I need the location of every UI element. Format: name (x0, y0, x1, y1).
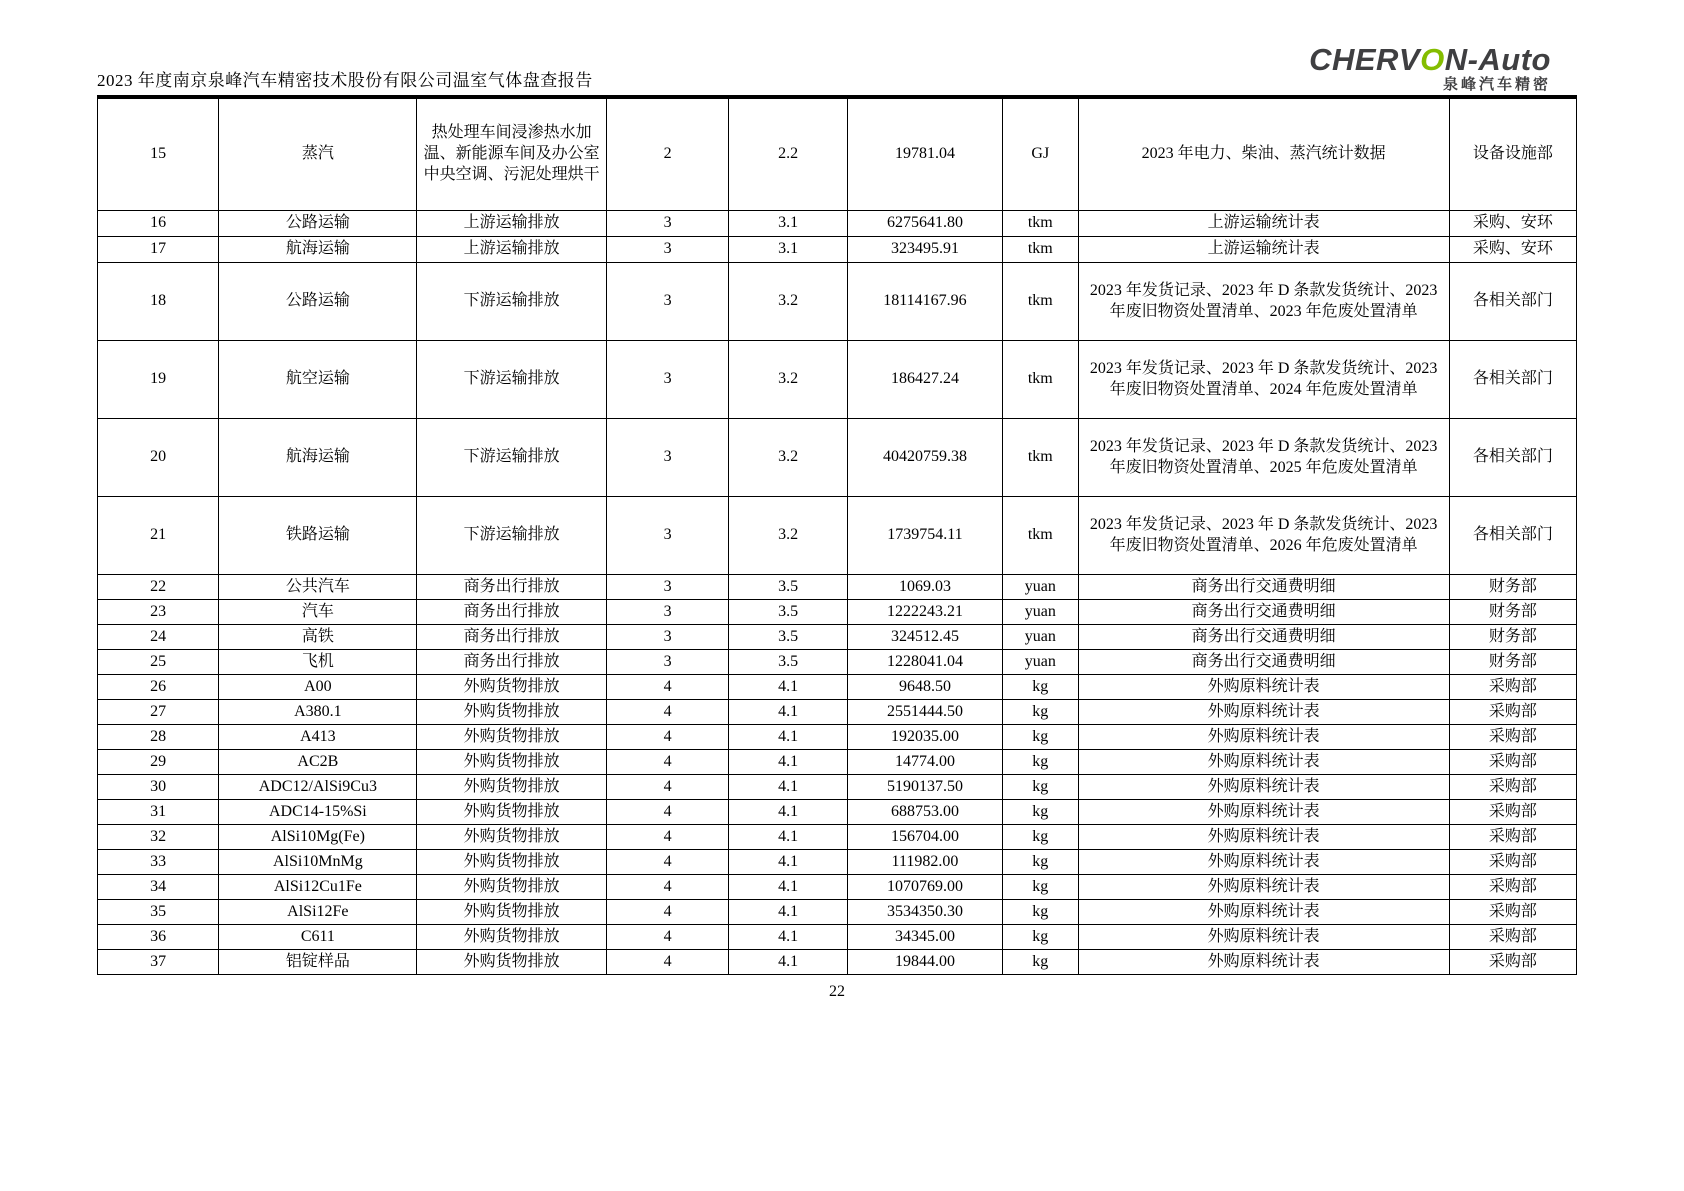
cell-desc: 外购货物排放 (417, 800, 606, 825)
cell-dept: 采购、安环 (1449, 237, 1576, 263)
cell-unit: tkm (1003, 211, 1078, 237)
cell-scope: 4 (606, 675, 729, 700)
cell-desc: 外购货物排放 (417, 875, 606, 900)
cell-category: 4.1 (729, 750, 847, 775)
cell-scope: 3 (606, 419, 729, 497)
table-row (98, 341, 1577, 419)
cell-unit: tkm (1003, 237, 1078, 263)
cell-no: 15 (98, 99, 219, 211)
cell-no: 30 (98, 775, 219, 800)
cell-category: 3.5 (729, 600, 847, 625)
cell-scope: 4 (606, 725, 729, 750)
cell-unit: tkm (1003, 419, 1078, 497)
cell-dept: 财务部 (1449, 575, 1576, 600)
cell-source: 2023 年发货记录、2023 年 D 条款发货统计、2023 年废旧物资处置清单、2024 年危废处置清单 (1078, 341, 1449, 419)
cell-dept: 各相关部门 (1449, 341, 1576, 419)
cell-unit: tkm (1003, 497, 1078, 575)
cell-category: 3.2 (729, 497, 847, 575)
cell-name: ADC12/AlSi9Cu3 (219, 775, 417, 800)
cell-no: 18 (98, 263, 219, 341)
cell-no: 32 (98, 825, 219, 850)
cell-value: 19781.04 (847, 99, 1002, 211)
cell-source: 上游运输统计表 (1078, 211, 1449, 237)
cell-name: A00 (219, 675, 417, 700)
cell-desc: 商务出行排放 (417, 575, 606, 600)
cell-name: 航海运输 (219, 419, 417, 497)
table-row (98, 700, 1577, 725)
table-row (98, 263, 1577, 341)
cell-no: 21 (98, 497, 219, 575)
cell-unit: yuan (1003, 575, 1078, 600)
cell-dept: 采购部 (1449, 800, 1576, 825)
cell-scope: 4 (606, 850, 729, 875)
table-row (98, 775, 1577, 800)
table-row (98, 497, 1577, 575)
cell-scope: 3 (606, 575, 729, 600)
table-row (98, 675, 1577, 700)
cell-no: 35 (98, 900, 219, 925)
cell-no: 25 (98, 650, 219, 675)
cell-unit: tkm (1003, 263, 1078, 341)
cell-category: 4.1 (729, 725, 847, 750)
cell-desc: 外购货物排放 (417, 775, 606, 800)
cell-name: 蒸汽 (219, 99, 417, 211)
cell-value: 34345.00 (847, 925, 1002, 950)
report-title: 2023 年度南京泉峰汽车精密技术股份有限公司温室气体盘查报告 (97, 71, 593, 90)
logo-wordmark (1309, 44, 1551, 75)
cell-no: 28 (98, 725, 219, 750)
cell-unit: kg (1003, 950, 1078, 975)
cell-name: AC2B (219, 750, 417, 775)
cell-name: 航空运输 (219, 341, 417, 419)
cell-category: 4.1 (729, 825, 847, 850)
cell-no: 20 (98, 419, 219, 497)
cell-desc: 外购货物排放 (417, 675, 606, 700)
cell-dept: 财务部 (1449, 600, 1576, 625)
cell-source: 外购原料统计表 (1078, 750, 1449, 775)
cell-value: 1739754.11 (847, 497, 1002, 575)
cell-desc: 下游运输排放 (417, 419, 606, 497)
cell-value: 1070769.00 (847, 875, 1002, 900)
cell-unit: kg (1003, 825, 1078, 850)
cell-desc: 商务出行排放 (417, 650, 606, 675)
cell-name: AlSi12Cu1Fe (219, 875, 417, 900)
cell-source: 上游运输统计表 (1078, 237, 1449, 263)
cell-value: 6275641.80 (847, 211, 1002, 237)
cell-name: 汽车 (219, 600, 417, 625)
cell-desc: 上游运输排放 (417, 211, 606, 237)
cell-category: 3.5 (729, 575, 847, 600)
cell-scope: 3 (606, 650, 729, 675)
cell-value: 40420759.38 (847, 419, 1002, 497)
cell-source: 外购原料统计表 (1078, 950, 1449, 975)
cell-category: 4.1 (729, 775, 847, 800)
cell-no: 19 (98, 341, 219, 419)
cell-value: 1222243.21 (847, 600, 1002, 625)
cell-source: 2023 年发货记录、2023 年 D 条款发货统计、2023 年废旧物资处置清单、2026 年危废处置清单 (1078, 497, 1449, 575)
cell-source: 商务出行交通费明细 (1078, 650, 1449, 675)
cell-category: 4.1 (729, 675, 847, 700)
cell-scope: 3 (606, 263, 729, 341)
cell-name: 公路运输 (219, 211, 417, 237)
table-row (98, 825, 1577, 850)
cell-no: 37 (98, 950, 219, 975)
cell-dept: 各相关部门 (1449, 419, 1576, 497)
cell-name: AlSi10Mg(Fe) (219, 825, 417, 850)
cell-unit: kg (1003, 800, 1078, 825)
cell-source: 外购原料统计表 (1078, 825, 1449, 850)
cell-name: AlSi10MnMg (219, 850, 417, 875)
cell-scope: 4 (606, 925, 729, 950)
cell-desc: 外购货物排放 (417, 850, 606, 875)
cell-desc: 热处理车间浸渗热水加温、新能源车间及办公室中央空调、污泥处理烘干 (417, 99, 606, 211)
cell-unit: yuan (1003, 625, 1078, 650)
cell-value: 1228041.04 (847, 650, 1002, 675)
cell-unit: GJ (1003, 99, 1078, 211)
cell-name: 航海运输 (219, 237, 417, 263)
cell-no: 34 (98, 875, 219, 900)
cell-name: ADC14-15%Si (219, 800, 417, 825)
cell-value: 186427.24 (847, 341, 1002, 419)
cell-value: 3534350.30 (847, 900, 1002, 925)
cell-dept: 采购部 (1449, 925, 1576, 950)
cell-unit: yuan (1003, 600, 1078, 625)
emission-source-table-body (98, 99, 1577, 975)
cell-desc: 商务出行排放 (417, 625, 606, 650)
cell-name: AlSi12Fe (219, 900, 417, 925)
cell-desc: 外购货物排放 (417, 700, 606, 725)
cell-category: 2.2 (729, 99, 847, 211)
table-row (98, 800, 1577, 825)
cell-value: 19844.00 (847, 950, 1002, 975)
cell-value: 323495.91 (847, 237, 1002, 263)
cell-name: 铁路运输 (219, 497, 417, 575)
cell-scope: 3 (606, 600, 729, 625)
cell-source: 商务出行交通费明细 (1078, 600, 1449, 625)
cell-dept: 各相关部门 (1449, 263, 1576, 341)
table-row (98, 600, 1577, 625)
cell-unit: kg (1003, 850, 1078, 875)
cell-category: 3.1 (729, 237, 847, 263)
cell-name: 飞机 (219, 650, 417, 675)
cell-name: A413 (219, 725, 417, 750)
cell-no: 31 (98, 800, 219, 825)
cell-dept: 财务部 (1449, 650, 1576, 675)
emission-source-table (97, 98, 1577, 975)
table-row (98, 625, 1577, 650)
table-row (98, 575, 1577, 600)
cell-value: 111982.00 (847, 850, 1002, 875)
cell-scope: 3 (606, 211, 729, 237)
cell-no: 22 (98, 575, 219, 600)
table-row (98, 950, 1577, 975)
cell-dept: 采购部 (1449, 900, 1576, 925)
table-row (98, 419, 1577, 497)
cell-desc: 下游运输排放 (417, 497, 606, 575)
cell-source: 外购原料统计表 (1078, 900, 1449, 925)
cell-value: 2551444.50 (847, 700, 1002, 725)
cell-dept: 采购部 (1449, 850, 1576, 875)
cell-scope: 4 (606, 800, 729, 825)
cell-unit: kg (1003, 750, 1078, 775)
cell-scope: 3 (606, 497, 729, 575)
cell-dept: 采购部 (1449, 750, 1576, 775)
cell-scope: 4 (606, 825, 729, 850)
cell-source: 外购原料统计表 (1078, 700, 1449, 725)
cell-value: 18114167.96 (847, 263, 1002, 341)
cell-dept: 采购部 (1449, 875, 1576, 900)
cell-source: 外购原料统计表 (1078, 725, 1449, 750)
cell-no: 27 (98, 700, 219, 725)
cell-source: 商务出行交通费明细 (1078, 625, 1449, 650)
cell-value: 156704.00 (847, 825, 1002, 850)
cell-value: 324512.45 (847, 625, 1002, 650)
cell-name: C611 (219, 925, 417, 950)
cell-category: 4.1 (729, 700, 847, 725)
cell-source: 外购原料统计表 (1078, 850, 1449, 875)
chervon-auto-logo (1309, 44, 1551, 92)
cell-source: 2023 年发货记录、2023 年 D 条款发货统计、2023 年废旧物资处置清单、2023 年危废处置清单 (1078, 263, 1449, 341)
cell-source: 2023 年发货记录、2023 年 D 条款发货统计、2023 年废旧物资处置清单、2025 年危废处置清单 (1078, 419, 1449, 497)
cell-unit: yuan (1003, 650, 1078, 675)
logo-text-left: CHERV (1309, 42, 1421, 77)
cell-value: 688753.00 (847, 800, 1002, 825)
page-number: 22 (829, 983, 845, 1000)
cell-value: 192035.00 (847, 725, 1002, 750)
logo-text-right: N-Auto (1444, 42, 1551, 77)
cell-name: 铝锭样品 (219, 950, 417, 975)
table-row (98, 211, 1577, 237)
cell-dept: 采购部 (1449, 825, 1576, 850)
cell-source: 2023 年电力、柴油、蒸汽统计数据 (1078, 99, 1449, 211)
cell-category: 4.1 (729, 875, 847, 900)
cell-source: 外购原料统计表 (1078, 800, 1449, 825)
cell-value: 5190137.50 (847, 775, 1002, 800)
cell-unit: tkm (1003, 341, 1078, 419)
cell-source: 外购原料统计表 (1078, 925, 1449, 950)
cell-unit: kg (1003, 775, 1078, 800)
table-row (98, 237, 1577, 263)
cell-desc: 上游运输排放 (417, 237, 606, 263)
cell-category: 3.1 (729, 211, 847, 237)
cell-source: 外购原料统计表 (1078, 775, 1449, 800)
cell-unit: kg (1003, 700, 1078, 725)
cell-value: 9648.50 (847, 675, 1002, 700)
cell-desc: 外购货物排放 (417, 750, 606, 775)
cell-dept: 采购部 (1449, 675, 1576, 700)
cell-scope: 4 (606, 875, 729, 900)
cell-unit: kg (1003, 725, 1078, 750)
logo-subtitle: 泉峰汽车精密 (1442, 76, 1551, 93)
cell-scope: 4 (606, 900, 729, 925)
cell-source: 外购原料统计表 (1078, 875, 1449, 900)
cell-no: 26 (98, 675, 219, 700)
cell-no: 23 (98, 600, 219, 625)
table-row (98, 850, 1577, 875)
cell-source: 外购原料统计表 (1078, 675, 1449, 700)
cell-category: 3.5 (729, 625, 847, 650)
cell-dept: 采购部 (1449, 950, 1576, 975)
table-row (98, 750, 1577, 775)
cell-desc: 外购货物排放 (417, 900, 606, 925)
cell-no: 36 (98, 925, 219, 950)
cell-dept: 采购部 (1449, 700, 1576, 725)
cell-category: 3.2 (729, 419, 847, 497)
cell-dept: 采购部 (1449, 775, 1576, 800)
cell-category: 4.1 (729, 850, 847, 875)
table-row (98, 900, 1577, 925)
table-row (98, 99, 1577, 211)
cell-dept: 财务部 (1449, 625, 1576, 650)
cell-no: 16 (98, 211, 219, 237)
cell-name: 公路运输 (219, 263, 417, 341)
cell-desc: 外购货物排放 (417, 925, 606, 950)
cell-scope: 4 (606, 700, 729, 725)
table-row (98, 650, 1577, 675)
cell-unit: kg (1003, 675, 1078, 700)
cell-no: 17 (98, 237, 219, 263)
cell-no: 24 (98, 625, 219, 650)
cell-desc: 外购货物排放 (417, 950, 606, 975)
cell-value: 14774.00 (847, 750, 1002, 775)
cell-dept: 采购、安环 (1449, 211, 1576, 237)
cell-scope: 2 (606, 99, 729, 211)
cell-name: 高铁 (219, 625, 417, 650)
table-row (98, 925, 1577, 950)
cell-unit: kg (1003, 900, 1078, 925)
cell-source: 商务出行交通费明细 (1078, 575, 1449, 600)
cell-scope: 4 (606, 950, 729, 975)
cell-scope: 4 (606, 775, 729, 800)
cell-category: 3.5 (729, 650, 847, 675)
cell-desc: 外购货物排放 (417, 825, 606, 850)
cell-unit: kg (1003, 925, 1078, 950)
cell-desc: 外购货物排放 (417, 725, 606, 750)
table-row (98, 725, 1577, 750)
cell-no: 33 (98, 850, 219, 875)
cell-dept: 采购部 (1449, 725, 1576, 750)
cell-no: 29 (98, 750, 219, 775)
cell-category: 3.2 (729, 341, 847, 419)
cell-desc: 下游运输排放 (417, 263, 606, 341)
cell-scope: 3 (606, 237, 729, 263)
cell-name: 公共汽车 (219, 575, 417, 600)
cell-category: 4.1 (729, 800, 847, 825)
cell-category: 3.2 (729, 263, 847, 341)
cell-scope: 4 (606, 750, 729, 775)
cell-scope: 3 (606, 341, 729, 419)
cell-category: 4.1 (729, 950, 847, 975)
cell-unit: kg (1003, 875, 1078, 900)
cell-dept: 设备设施部 (1449, 99, 1576, 211)
cell-dept: 各相关部门 (1449, 497, 1576, 575)
cell-category: 4.1 (729, 925, 847, 950)
cell-desc: 下游运输排放 (417, 341, 606, 419)
cell-scope: 3 (606, 625, 729, 650)
cell-value: 1069.03 (847, 575, 1002, 600)
page-header (97, 0, 1577, 98)
cell-name: A380.1 (219, 700, 417, 725)
cell-desc: 商务出行排放 (417, 600, 606, 625)
logo-green-o-icon: O (1420, 42, 1445, 77)
cell-category: 4.1 (729, 900, 847, 925)
table-row (98, 875, 1577, 900)
